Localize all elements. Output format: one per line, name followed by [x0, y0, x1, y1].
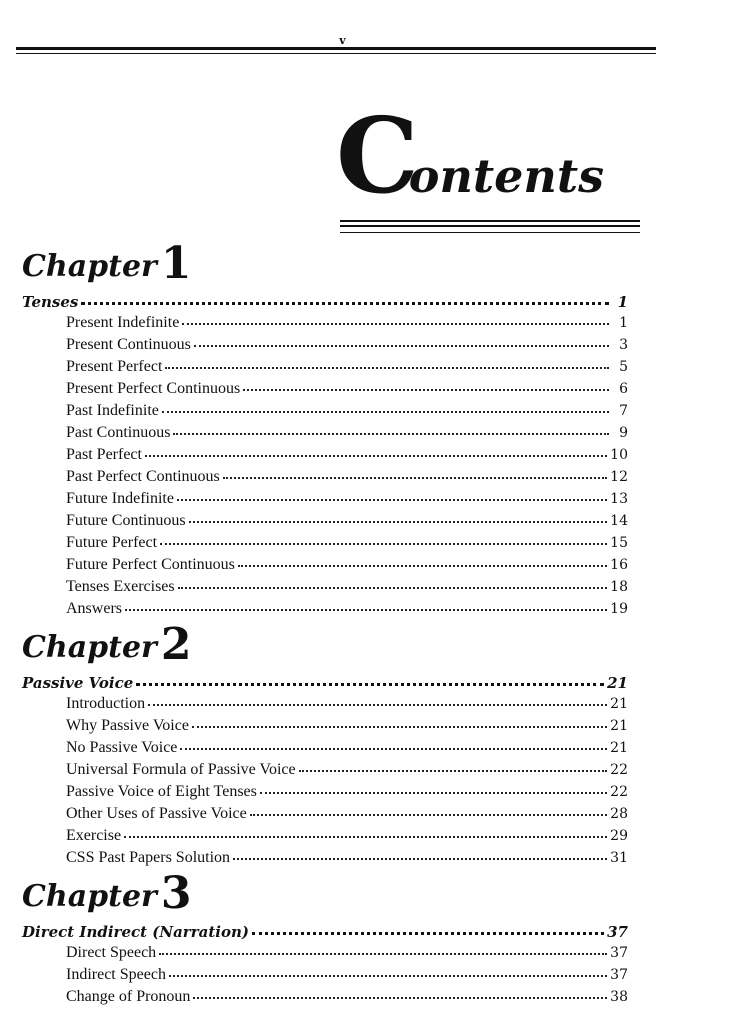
title-initial: C	[336, 94, 417, 217]
toc-entry[interactable]	[22, 399, 628, 421]
section-page: 21	[607, 674, 628, 692]
entry-page: 3	[619, 337, 628, 353]
toc-entry[interactable]	[22, 421, 628, 443]
top-rule	[16, 47, 656, 54]
toc-entry[interactable]	[22, 355, 628, 377]
dot-leader	[159, 939, 607, 955]
title-rule	[340, 220, 640, 227]
title-rest: ontents	[408, 149, 605, 203]
dot-leader	[136, 669, 604, 686]
dot-leader	[165, 353, 609, 369]
dot-leader	[238, 551, 607, 567]
toc-entry[interactable]	[22, 802, 628, 824]
toc-entry[interactable]	[22, 443, 628, 465]
toc-entry[interactable]	[22, 465, 628, 487]
entry-page: 29	[610, 828, 628, 844]
chapter-label: Chapter	[22, 249, 157, 284]
chapter-heading	[22, 619, 628, 671]
entry-page: 22	[610, 784, 628, 800]
entry-page: 6	[619, 381, 628, 397]
dot-leader	[169, 961, 607, 977]
dot-leader	[125, 595, 607, 611]
entry-title: CSS Past Papers Solution	[66, 849, 231, 866]
title-rule-thin	[340, 232, 640, 233]
section-page: 37	[607, 923, 628, 941]
dot-leader	[148, 690, 607, 706]
toc-entry[interactable]	[22, 758, 628, 780]
entry-title: Answers	[66, 600, 122, 617]
entry-title: Past Perfect Continuous	[66, 468, 220, 485]
entry-title: Indirect Speech	[66, 966, 166, 983]
dot-leader	[250, 800, 607, 816]
dot-leader	[193, 983, 607, 999]
toc-entry[interactable]	[22, 780, 628, 802]
entry-title: Future Indefinite	[66, 490, 174, 507]
entry-page: 21	[610, 718, 628, 734]
entry-title: Past Continuous	[66, 424, 171, 441]
chapter-number: 1	[160, 238, 192, 289]
page-title	[336, 94, 605, 217]
entry-title: Present Indefinite	[66, 314, 180, 331]
entry-title: Past Perfect	[66, 446, 142, 463]
section-title: Direct Indirect (Narration)	[22, 923, 249, 941]
toc-entry[interactable]	[22, 575, 628, 597]
entry-page: 14	[610, 513, 628, 529]
dot-leader	[81, 288, 609, 305]
toc-entry[interactable]	[22, 692, 628, 714]
entry-page: 5	[619, 359, 628, 375]
entry-title: No Passive Voice	[66, 739, 178, 756]
entry-page: 7	[619, 403, 628, 419]
entry-title: Future Perfect	[66, 534, 158, 551]
entry-title: Other Uses of Passive Voice	[66, 805, 247, 822]
section-title: Tenses	[22, 293, 79, 311]
dot-leader	[145, 441, 607, 457]
dot-leader	[124, 822, 607, 838]
toc-entry[interactable]	[22, 487, 628, 509]
entry-title: Future Continuous	[66, 512, 186, 529]
toc-section-entry[interactable]	[22, 671, 628, 692]
chapter-heading	[22, 868, 628, 920]
dot-leader	[160, 529, 607, 545]
toc-entry[interactable]	[22, 509, 628, 531]
page-number: v	[339, 34, 346, 47]
entry-title: Present Perfect Continuous	[66, 380, 241, 397]
dot-leader	[233, 844, 607, 860]
toc-entry[interactable]	[22, 714, 628, 736]
section-page: 1	[617, 293, 628, 311]
entry-page: 19	[610, 601, 628, 617]
entry-page: 12	[610, 469, 628, 485]
toc-section-entry[interactable]	[22, 290, 628, 311]
toc-entry[interactable]	[22, 531, 628, 553]
dot-leader	[260, 778, 607, 794]
entry-page: 16	[610, 557, 628, 573]
dot-leader	[299, 756, 608, 772]
entry-title: Direct Speech	[66, 944, 157, 961]
entry-page: 22	[610, 762, 628, 778]
entry-title: Present Continuous	[66, 336, 191, 353]
dot-leader	[243, 375, 609, 391]
dot-leader	[223, 463, 607, 479]
toc-entry[interactable]	[22, 985, 628, 1007]
entry-title: Present Perfect	[66, 358, 163, 375]
toc-entry[interactable]	[22, 553, 628, 575]
toc-entry[interactable]	[22, 846, 628, 868]
entry-page: 38	[610, 989, 628, 1005]
entry-page: 37	[610, 967, 628, 983]
dot-leader	[194, 331, 609, 347]
entry-page: 28	[610, 806, 628, 822]
dot-leader	[162, 397, 609, 413]
dot-leader	[178, 573, 608, 589]
chapter-label: Chapter	[22, 879, 157, 914]
dot-leader	[182, 309, 609, 325]
entry-title: Introduction	[66, 695, 146, 712]
entry-page: 31	[610, 850, 628, 866]
dot-leader	[192, 712, 607, 728]
toc-section-entry[interactable]	[22, 920, 628, 941]
entry-title: Change of Pronoun	[66, 988, 191, 1005]
entry-title: Future Perfect Continuous	[66, 556, 235, 573]
entry-page: 37	[610, 945, 628, 961]
chapter-number: 2	[160, 619, 192, 670]
entry-title: Passive Voice of Eight Tenses	[66, 783, 257, 800]
entry-page: 1	[619, 315, 628, 331]
entry-page: 10	[610, 447, 628, 463]
toc-entry[interactable]	[22, 311, 628, 333]
dot-leader	[177, 485, 607, 501]
dot-leader	[252, 918, 604, 935]
entry-title: Why Passive Voice	[66, 717, 189, 734]
entry-page: 21	[610, 740, 628, 756]
dot-leader	[173, 419, 609, 435]
toc-entry[interactable]	[22, 597, 628, 619]
entry-page: 21	[610, 696, 628, 712]
toc-entry[interactable]	[22, 824, 628, 846]
entry-title: Past Indefinite	[66, 402, 159, 419]
entry-page: 13	[610, 491, 628, 507]
dot-leader	[189, 507, 608, 523]
toc-entry[interactable]	[22, 736, 628, 758]
toc-entry[interactable]	[22, 333, 628, 355]
entry-page: 9	[619, 425, 628, 441]
entry-page: 18	[610, 579, 628, 595]
toc-entry[interactable]	[22, 377, 628, 399]
entry-title: Universal Formula of Passive Voice	[66, 761, 296, 778]
entry-title: Tenses Exercises	[66, 578, 175, 595]
section-title: Passive Voice	[22, 674, 134, 692]
entry-page: 15	[610, 535, 628, 551]
entry-title: Exercise	[66, 827, 122, 844]
toc-entry[interactable]	[22, 963, 628, 985]
dot-leader	[180, 734, 607, 750]
chapter-heading	[22, 238, 628, 290]
table-of-contents	[22, 238, 628, 1007]
chapter-number: 3	[160, 868, 192, 919]
toc-entry[interactable]	[22, 941, 628, 963]
chapter-label: Chapter	[22, 630, 157, 665]
